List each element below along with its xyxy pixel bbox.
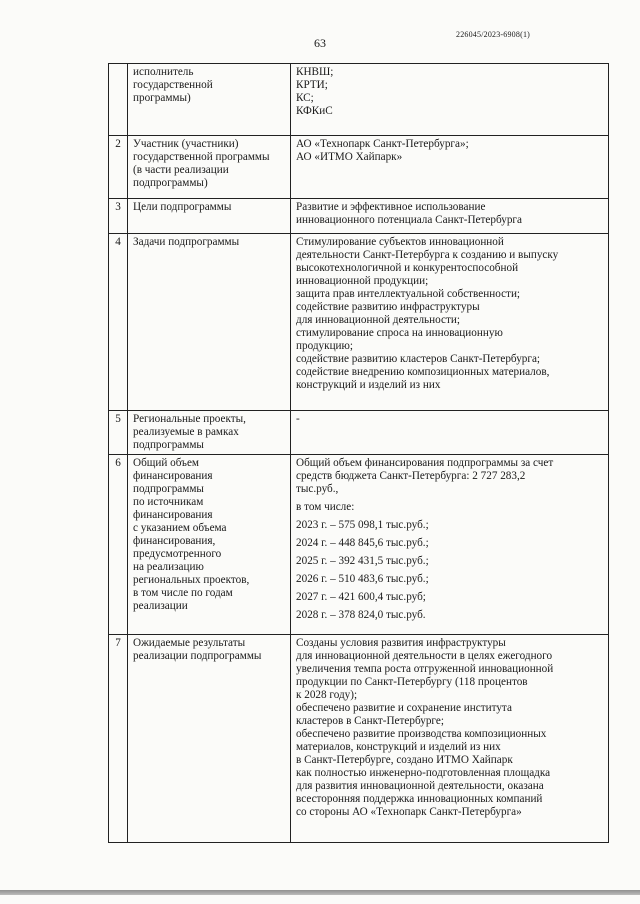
row-label-cell [128, 234, 291, 411]
row-value-line: АО «Технопарк Санкт-Петербурга»; [296, 138, 469, 150]
table-row [109, 455, 609, 635]
row-value-line: как полностью инженерно-подготовленная площадка [296, 767, 551, 779]
row-label-line: исполнитель [133, 66, 194, 78]
row-value-line: содействие внедрению композиционных материалов, [296, 366, 550, 378]
row-value-line: Общий объем финансирования подпрограммы за счет [296, 457, 554, 469]
row-label-line: реализации подпрограммы [133, 650, 262, 662]
row-label-line: Ожидаемые результаты [133, 637, 246, 649]
row-number: 2 [109, 136, 128, 199]
document-registration-code: 226045/2023-6908(1) [456, 30, 531, 39]
row-value-cell [291, 234, 609, 411]
row-label-line: Общий объем [133, 457, 199, 469]
row-value-line: для инновационной деятельности в целях ежегодного [296, 650, 553, 662]
row-label-line: с указанием объема [133, 522, 227, 534]
row-value-line: содействие развитию кластеров Санкт-Петербурга; [296, 353, 541, 365]
row-number [109, 64, 128, 136]
row-value-line: защита прав интеллектуальной собственности; [296, 288, 521, 300]
row-number: 7 [109, 635, 128, 843]
row-value-line: тыс.руб., [296, 483, 339, 495]
row-label-line: государственной [133, 79, 213, 91]
row-label-line: Цели подпрограммы [133, 201, 232, 213]
row-label-line: предусмотренного [133, 548, 222, 560]
row-value-line: высокотехнологичной и конкурентоспособной [296, 262, 519, 274]
row-value-line: 2027 г. – 421 600,4 тыс.руб; [296, 591, 426, 603]
row-value-line: инновационного потенциала Санкт-Петербурга [296, 214, 522, 226]
row-label-cell [128, 199, 291, 234]
row-label-line: программы) [133, 92, 191, 104]
row-label-line: региональных проектов, [133, 574, 250, 586]
table-row [109, 199, 609, 234]
row-value-cell [291, 136, 609, 199]
subprogram-passport-table [108, 63, 609, 843]
table-row [109, 635, 609, 843]
row-value-line: средств бюджета Санкт-Петербурга: 2 727 283,2 [296, 470, 526, 482]
row-value-line: в том числе: [296, 501, 355, 513]
row-label-cell [128, 136, 291, 199]
row-value-line: 2023 г. – 575 098,1 тыс.руб.; [296, 519, 429, 531]
row-value-line: конструкций и изделий из них [296, 379, 441, 391]
row-value-line: 2026 г. – 510 483,6 тыс.руб.; [296, 573, 429, 585]
row-label-line: финансирования [133, 470, 213, 482]
row-value-line: для инновационной деятельности; [296, 314, 460, 326]
row-value-cell [291, 199, 609, 234]
row-label-line: Региональные проекты, [133, 413, 246, 425]
table-row [109, 136, 609, 199]
row-value-line: материалов, конструкций и изделий из них [296, 741, 501, 753]
row-label-line: Задачи подпрограммы [133, 236, 240, 248]
row-label-line: подпрограммы [133, 483, 204, 495]
row-label-line: (в части реализации [133, 164, 229, 176]
row-value-cell [291, 635, 609, 843]
row-value-line: - [296, 413, 300, 425]
row-value-line: Развитие и эффективное использование [296, 201, 486, 213]
row-value-line: со стороны АО «Технопарк Санкт-Петербурга» [296, 806, 522, 818]
row-value-line: КФКиС [296, 105, 333, 117]
row-label-cell [128, 455, 291, 635]
row-value-line: увеличения темпа роста отгруженной инновационной [296, 663, 554, 675]
row-number: 5 [109, 411, 128, 455]
row-number: 4 [109, 234, 128, 411]
row-label-line: финансирования, [133, 535, 216, 547]
row-value-line: обеспечено развитие и сохранение института [296, 702, 512, 714]
table-row [109, 411, 609, 455]
scan-bottom-edge [0, 890, 640, 895]
row-value-line: КНВШ; [296, 66, 334, 78]
row-label-line: финансирования [133, 509, 213, 521]
row-value-line: Стимулирование субъектов инновационной [296, 236, 504, 248]
row-value-cell [291, 64, 609, 136]
row-label-line: по источникам [133, 496, 204, 508]
row-value-line: 2028 г. – 378 824,0 тыс.руб. [296, 609, 426, 621]
row-value-line: КРТИ; [296, 79, 328, 91]
row-value-line: кластеров в Санкт-Петербурге; [296, 715, 444, 727]
row-label-cell [128, 411, 291, 455]
row-value-line: КС; [296, 92, 314, 104]
row-label-line: Участник (участники) [133, 138, 239, 150]
row-label-line: подпрограммы [133, 439, 204, 451]
row-label-line: государственной программы [133, 151, 270, 163]
row-number: 6 [109, 455, 128, 635]
row-value-line: 2024 г. – 448 845,6 тыс.руб.; [296, 537, 429, 549]
row-label-cell [128, 64, 291, 136]
row-value-cell [291, 411, 609, 455]
row-value-line: деятельности Санкт-Петербурга к созданию и выпуску [296, 249, 559, 261]
table-row [109, 64, 609, 136]
row-value-line: обеспечено развитие производства композиционных [296, 728, 547, 740]
row-value-line: стимулирование спроса на инновационную [296, 327, 503, 339]
row-value-line: Созданы условия развития инфраструктуры [296, 637, 506, 649]
row-value-line: к 2028 году); [296, 689, 358, 701]
row-value-line: в Санкт-Петербурге, создано ИТМО Хайпарк [296, 754, 513, 766]
row-value-line: 2025 г. – 392 431,5 тыс.руб.; [296, 555, 429, 567]
row-value-line: продукции по Санкт-Петербургу (118 процентов [296, 676, 528, 688]
row-value-cell [291, 455, 609, 635]
row-value-line: для развития инновационной деятельности, оказана [296, 780, 544, 792]
page-number: 63 [314, 36, 326, 50]
row-value-line: продукцию; [296, 340, 354, 352]
table-row [109, 234, 609, 411]
row-label-line: подпрограммы) [133, 177, 208, 189]
row-label-cell [128, 635, 291, 843]
row-value-line: содействие развитию инфраструктуры [296, 301, 480, 313]
row-value-line: АО «ИТМО Хайпарк» [296, 151, 403, 163]
row-label-line: реализации [133, 600, 188, 612]
row-label-line: на реализацию [133, 561, 204, 573]
row-label-line: в том числе по годам [133, 587, 233, 599]
row-number: 3 [109, 199, 128, 234]
row-value-line: инновационной продукции; [296, 275, 429, 287]
row-label-line: реализуемые в рамках [133, 426, 239, 438]
row-value-line: всесторонняя поддержка инновационных компаний [296, 793, 543, 805]
